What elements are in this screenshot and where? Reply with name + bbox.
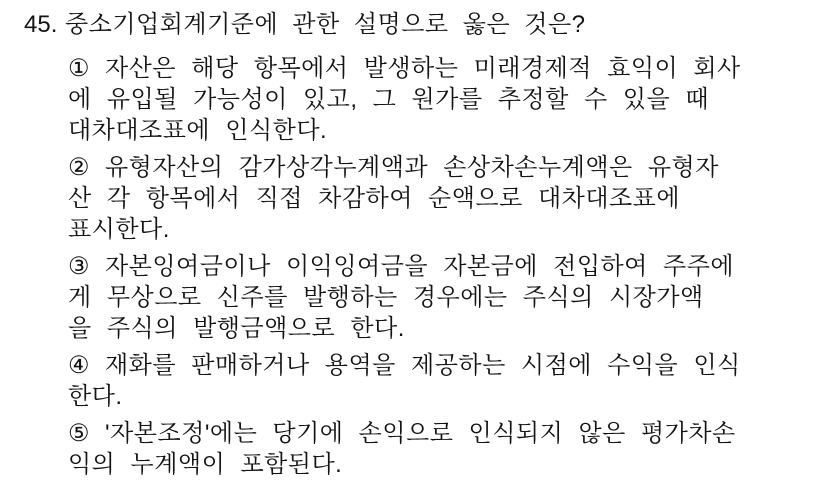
option-2-text-3: 표시한다. bbox=[68, 216, 170, 243]
option-1-marker: ① bbox=[68, 55, 90, 82]
option-3-text-3: 을 주식의 발행금액으로 한다. bbox=[68, 315, 405, 342]
option-5 bbox=[68, 418, 826, 480]
option-1-text-1: 자산은 해당 항목에서 발생하는 미래경제적 효익이 회사 bbox=[105, 55, 741, 82]
option-3 bbox=[68, 251, 826, 344]
options-list bbox=[68, 53, 826, 480]
option-3-line-1 bbox=[68, 251, 826, 282]
option-4-text-2: 한다. bbox=[68, 383, 123, 410]
option-4 bbox=[68, 350, 826, 412]
option-4-marker: ④ bbox=[68, 352, 90, 379]
option-4-line-1 bbox=[68, 350, 826, 381]
option-1-line-1 bbox=[68, 53, 826, 84]
question-text: 중소기업회계기준에 관한 설명으로 옳은 것은? bbox=[65, 11, 586, 38]
option-5-line-1 bbox=[68, 418, 826, 449]
option-1-text-2: 에 유입될 가능성이 있고, 그 원가를 추정할 수 있을 때 bbox=[68, 86, 710, 113]
question-number: 45. bbox=[24, 11, 58, 38]
option-3-text-1: 자본잉여금이나 이익잉여금을 자본금에 전입하여 주주에 bbox=[105, 253, 735, 280]
option-3-marker: ③ bbox=[68, 253, 90, 280]
option-2-marker: ② bbox=[68, 154, 90, 181]
option-1 bbox=[68, 53, 826, 146]
option-4-text-1: 재화를 판매하거나 용역을 제공하는 시점에 수익을 인식 bbox=[105, 352, 741, 379]
option-5-marker: ⑤ bbox=[68, 420, 90, 447]
option-2-text-2: 산 각 항목에서 직접 차감하여 순액으로 대차대조표에 bbox=[68, 185, 681, 212]
option-1-text-3: 대차대조표에 인식한다. bbox=[68, 117, 328, 144]
option-5-text-1: '자본조정'에는 당기에 손익으로 인식되지 않은 평가차손 bbox=[105, 420, 736, 447]
option-5-text-2: 익의 누계액이 포함된다. bbox=[68, 451, 343, 478]
option-3-text-2: 게 무상으로 신주를 발행하는 경우에는 주식의 시장가액 bbox=[68, 284, 704, 311]
option-2-line-1 bbox=[68, 152, 826, 183]
question bbox=[0, 9, 826, 40]
option-2-text-1: 유형자산의 감가상각누계액과 손상차손누계액은 유형자 bbox=[105, 154, 719, 181]
option-2 bbox=[68, 152, 826, 245]
